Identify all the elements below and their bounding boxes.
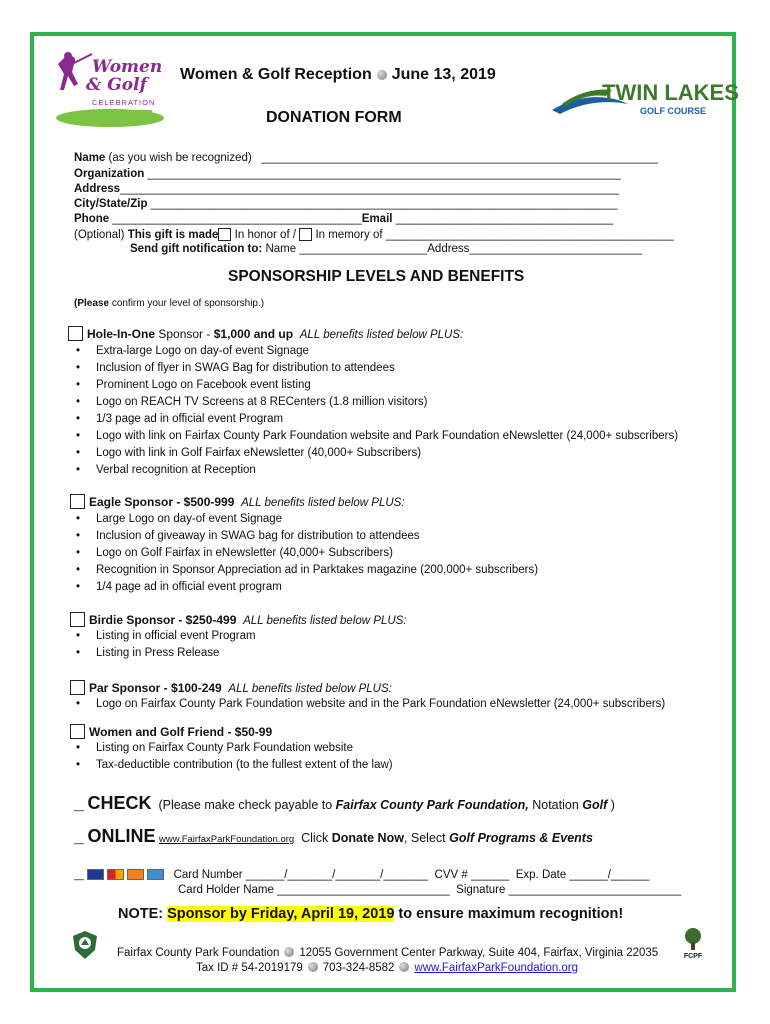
citystatezip-field[interactable]: _________________________________________________________________________ [150,198,618,210]
notify-address-label: Address [427,243,470,255]
golf-club-icon [72,54,92,64]
card-prefix[interactable]: _ [74,862,85,882]
par-plus: ALL benefits listed below PLUS: [228,683,392,695]
deadline-note [118,906,623,922]
memory-checkbox[interactable] [299,228,312,241]
pay-online-row [74,826,593,847]
level-hole-in-one [68,326,463,341]
sponsorship-confirm-note [74,298,264,309]
bullet-dot-icon [377,70,387,80]
list-item: • Recognition in Sponsor Appreciation ad in Parktakes magazine (200,000+ subscribers) [74,562,538,579]
twin-lakes-title: TWIN LAKES [602,80,739,105]
list-item: • Inclusion of giveaway in SWAG bag for distribution to attendees [74,528,538,545]
logo-celebration-text: CELEBRATION [92,98,156,107]
email-field[interactable]: __________________________________ [395,213,614,225]
online-text-2: , Select [403,831,446,845]
phone-email-row [74,213,613,225]
logo-ribbon [94,110,152,119]
check-text-3: ) [610,798,615,812]
logo-women-text: Women [92,57,163,77]
pay-check-row [74,793,615,814]
honor-checkbox[interactable] [218,228,231,241]
list-item: • Listing in official event Program [74,628,256,645]
name-field[interactable]: ______________________________________________________________ [261,152,658,164]
list-item: • Logo on Golf Fairfax in eNewsletter (40,000+ Subscribers) [74,545,538,562]
list-item: • Extra-large Logo on day-of event Signage [74,343,678,360]
address-field[interactable]: ______________________________________________________________________________ [120,183,619,195]
hole-in-one-name: Hole-In-One [87,327,155,341]
eagle-benefits [74,511,538,596]
name-hint: (as you wish be recognized) [108,152,252,164]
card-icons [87,869,167,883]
golfer-silhouette-icon [58,56,78,90]
phone-field[interactable]: _______________________________________ [112,213,362,225]
fcpf-tree-logo [676,926,710,960]
women-golf-logo [52,50,168,130]
note-rest: to ensure maximum recognition! [398,906,624,922]
email-label: Email [361,213,393,225]
amex-card-icon [147,869,164,880]
eagle-checkbox[interactable] [70,494,85,509]
level-friend [70,724,272,739]
check-text-2: Notation [532,798,579,812]
page-title [180,66,496,84]
twin-lakes-logo [548,74,739,122]
phone-label: Phone [74,213,110,225]
hole-in-one-amount: $1,000 and up [213,327,294,341]
mastercard-icon [107,869,124,880]
address-row [74,183,619,195]
eagle-plus: ALL benefits listed below PLUS: [241,497,405,509]
event-date: June 13, 2019 [391,66,496,83]
hole-in-one-plus: ALL benefits listed below PLUS: [299,329,464,341]
event-name: Women & Golf Reception [180,66,372,83]
pay-card-row [74,862,649,883]
par-benefits [74,696,665,713]
list-item: • 1/4 page ad in official event program [74,579,538,596]
confirm-rest: confirm your level of sponsorship.) [111,298,265,309]
check-label: CHECK [87,793,152,813]
card-number-field[interactable]: ______/_______/_______/_______ [245,869,429,881]
name-label: Name [74,152,106,164]
tree-icon [685,928,701,944]
list-item: • Listing in Press Release [74,645,256,662]
card-holder-row [178,884,681,896]
logo-golf-text: & Golf [86,75,147,95]
hole-in-one-checkbox[interactable] [68,326,83,341]
notify-row [130,243,642,255]
note-highlight: Sponsor by Friday, April 19, 2019 [167,906,395,922]
birdie-benefits [74,628,256,662]
honor-label: In honor of / [234,229,297,241]
golf-course-subtitle: GOLF COURSE [640,106,707,116]
par-checkbox[interactable] [70,680,85,695]
organization-label: Organization [74,168,145,180]
gift-label: This gift is made [127,229,219,241]
address-label: Address [74,183,121,195]
list-item: • Prominent Logo on Facebook event listing [74,377,678,394]
list-item: • Logo with link on Fairfax County Park Foundation website and Park Foundation eNewsletter (24,000+ subscribers) [74,428,678,445]
par-name: Par Sponsor - $100-249 [89,681,222,695]
name-row [74,152,658,164]
list-item: • Logo on REACH TV Screens at 8 RECenters (1.8 million visitors) [74,394,678,411]
sponsorship-title: SPONSORSHIP LEVELS AND BENEFITS [228,268,525,285]
friend-benefits [74,740,393,774]
card-number-label: Card Number [173,869,243,881]
fcpf-label: FCPF [683,953,703,960]
footer-tax-id: Tax ID # 54-2019179 [196,962,303,974]
friend-checkbox[interactable] [70,724,85,739]
memory-label: In memory of [315,229,383,241]
list-item: • Logo on Fairfax County Park Foundation website and in the Park Foundation eNewsletter (24,000+ subscribers) [74,696,665,713]
citystatezip-label: City/State/Zip [74,198,148,210]
list-item: • Verbal recognition at Reception [74,462,678,479]
bullet-dot-icon [308,962,318,972]
hole-in-one-mid: Sponsor - [158,327,211,341]
confirm-bold: (Please [74,298,110,309]
level-birdie [70,612,407,627]
online-url-link[interactable]: www.FairfaxParkFoundation.org [159,834,295,845]
notify-name-field[interactable]: ____________________ [299,243,428,255]
check-payee: Fairfax County Park Foundation, [335,798,529,812]
footer-phone: 703-324-8582 [322,962,395,974]
organization-row [74,168,621,180]
notify-name-label: Name [265,243,297,255]
footer-address: 12055 Government Center Parkway, Suite 404, Fairfax, Virginia 22035 [299,947,659,959]
list-item: • Tax-deductible contribution (to the fullest extent of the law) [74,757,393,774]
online-label: ONLINE [87,826,156,846]
holder-label: Card Holder Name [178,884,274,896]
check-text-1: (Please make check payable to [158,798,333,812]
eagle-name: Eagle Sponsor - $500-999 [89,495,235,509]
memory-field[interactable]: _____________________________________________ [385,229,674,241]
check-prefix[interactable]: _ [74,793,85,813]
list-item: • Listing on Fairfax County Park Foundation website [74,740,393,757]
check-notation: Golf [582,798,608,812]
holder-field[interactable]: ___________________________ [277,884,450,896]
cvv-field[interactable]: ______ [470,869,510,881]
level-eagle [70,494,405,509]
bullet-dot-icon [399,962,409,972]
exp-field[interactable]: ______/______ [569,869,650,881]
hole-in-one-benefits [74,343,678,479]
exp-label: Exp. Date [515,869,567,881]
birdie-checkbox[interactable] [70,612,85,627]
online-text-1: Click [301,831,329,845]
gift-row [74,228,674,241]
list-item: • Logo with link in Golf Fairfax eNewsletter (40,000+ Subscribers) [74,445,678,462]
bullet-dot-icon [284,947,294,957]
online-click: Donate Now [331,831,404,845]
note-label: NOTE: [118,906,164,922]
notify-address-field[interactable]: ___________________________ [469,243,643,255]
golfer-head-icon [64,52,72,60]
organization-field[interactable]: __________________________________________________________________________ [147,168,621,180]
tree-trunk [691,942,695,950]
notify-label: Send gift notification to: [130,243,263,255]
footer-org: Fairfax County Park Foundation [117,947,280,959]
form-title: DONATION FORM [266,109,402,126]
list-item: • 1/3 page ad in official event Program [74,411,678,428]
online-select: Golf Programs & Events [449,831,593,845]
cvv-label: CVV # [434,869,468,881]
optional-label: (Optional) [74,229,125,241]
park-seal-icon [72,930,98,960]
level-par [70,680,392,695]
list-item: • Large Logo on day-of event Signage [74,511,538,528]
discover-card-icon [127,869,144,880]
footer-line-2 [196,962,578,974]
birdie-name: Birdie Sponsor - $250-499 [89,613,237,627]
list-item: • Inclusion of flyer in SWAG Bag for distribution to attendees [74,360,678,377]
online-prefix[interactable]: _ [74,826,85,846]
friend-name: Women and Golf Friend - $50-99 [89,725,273,739]
signature-label: Signature [456,884,506,896]
footer-line-1 [117,947,658,959]
footer-website-link[interactable]: www.FairfaxParkFoundation.org [414,962,579,974]
visa-card-icon [87,869,104,880]
citystatezip-row [74,198,618,210]
birdie-plus: ALL benefits listed below PLUS: [243,615,407,627]
signature-field[interactable]: ___________________________ [508,884,682,896]
